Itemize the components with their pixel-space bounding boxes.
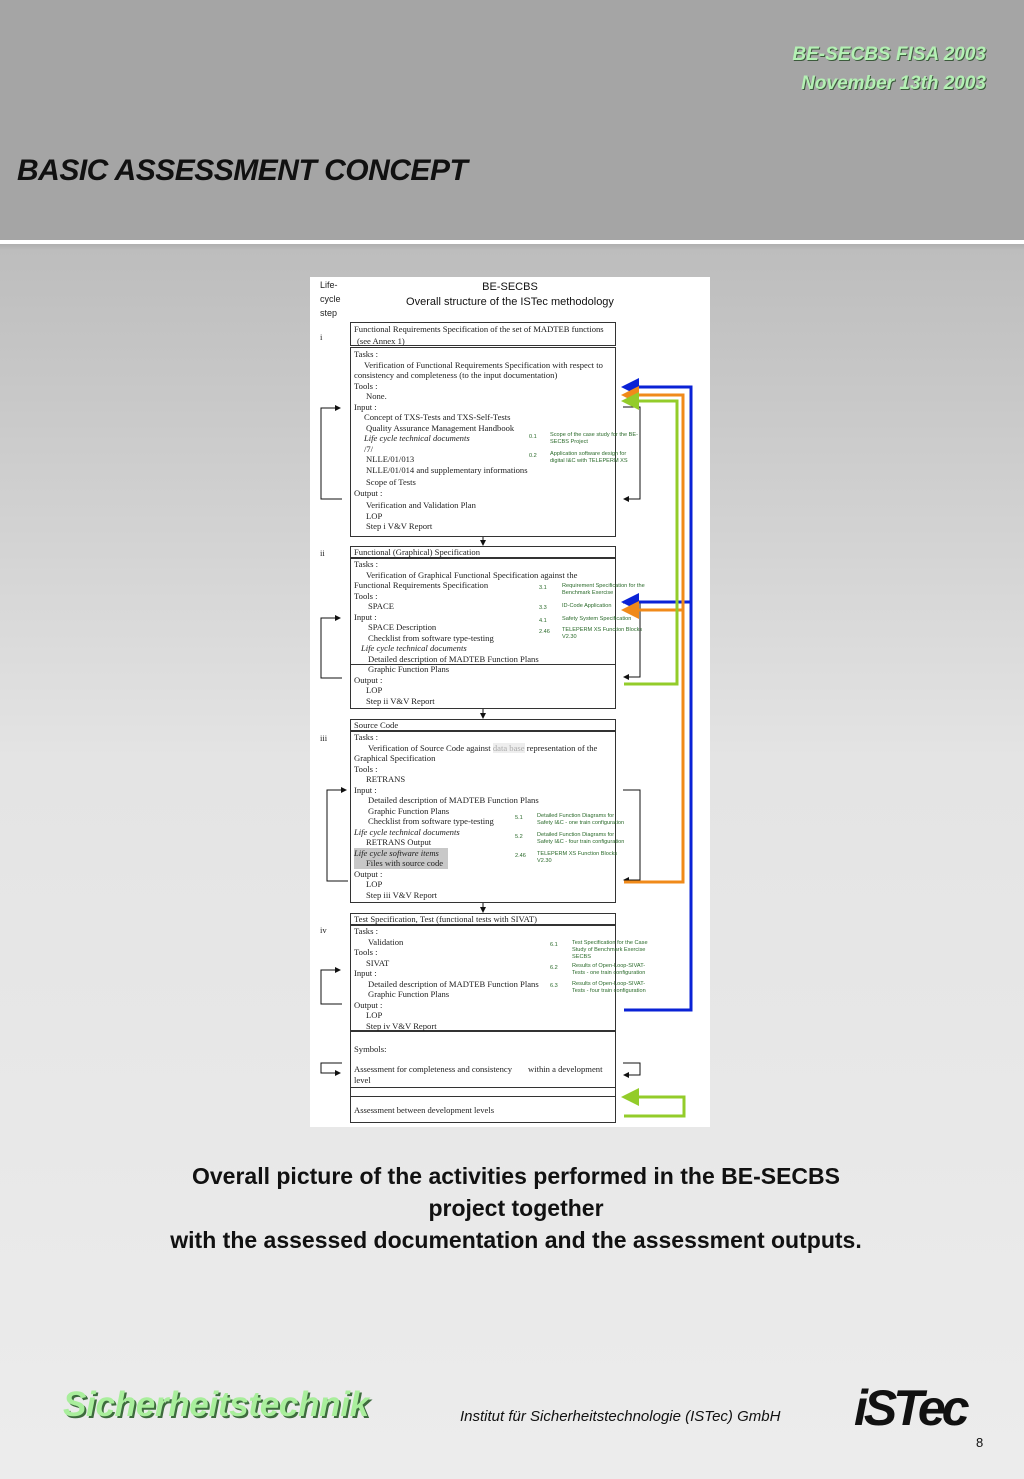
figure-caption xyxy=(60,1160,972,1256)
line: Graphic Function Plans xyxy=(368,989,450,999)
line: Output : xyxy=(354,999,383,1010)
line: RETRANS xyxy=(366,774,406,784)
line: Validation xyxy=(368,936,404,947)
ref-number: 6.1 xyxy=(550,942,558,948)
figure-heading-subtitle: Overall structure of the ISTec methodology xyxy=(406,296,614,308)
header-divider xyxy=(0,240,1024,244)
ref-text: Safety System Specification xyxy=(562,616,632,622)
line: Input : xyxy=(354,401,377,412)
line: Tasks : xyxy=(354,349,378,359)
within-assessment-arrow xyxy=(623,407,640,499)
ref-text: Detailed Function Diagrams for Safety I&C - four train configuration xyxy=(537,832,625,845)
line: Verification of Graphical Functional Specification against the xyxy=(366,569,578,580)
ref-number: 2.46 xyxy=(539,629,550,635)
conference-info xyxy=(792,40,986,98)
legend-between-arrow xyxy=(624,1097,684,1116)
ref-text: Test Specification for the Case Study of Benchmark Exercise SECBS xyxy=(572,940,648,960)
line: Tools : xyxy=(354,763,378,774)
line: Life cycle technical documents xyxy=(364,433,470,443)
line: Checklist from software type-testing xyxy=(368,632,494,643)
line: None. xyxy=(366,391,387,401)
ref-number: 5.2 xyxy=(515,834,523,840)
line: consistency and completeness (to the input documentation) xyxy=(354,370,558,380)
line: Checklist from software type-testing xyxy=(368,816,494,826)
line: Quality Assurance Management Handbook xyxy=(366,422,515,433)
step-ii-title: Functional (Graphical) Specification xyxy=(354,547,480,557)
line: Graphical Specification xyxy=(354,753,436,763)
istec-logo xyxy=(852,1375,992,1433)
line: Detailed description of MADTEB Function Plans xyxy=(368,653,539,664)
line: /7/ xyxy=(364,443,374,454)
step-numeral: iv xyxy=(320,925,327,935)
within-assessment-arrow xyxy=(321,1063,342,1073)
ref-text: Results of Open-Loop-SIVAT-Tests - one train configuration xyxy=(572,963,646,976)
page-number: 8 xyxy=(976,1435,984,1450)
ref-text: Requirement Specification for the Benchmark Exercise xyxy=(562,583,645,596)
line: RETRANS Output xyxy=(366,837,432,847)
ref-number: 0.1 xyxy=(529,434,537,440)
methodology-figure xyxy=(310,277,710,1127)
between-levels-arrow-green xyxy=(624,401,677,684)
conference-name: BE-SECBS FISA 2003 xyxy=(792,44,986,65)
col-label-line: step xyxy=(320,308,338,318)
line: SIVAT xyxy=(366,957,390,968)
line: Detailed description of MADTEB Function Plans xyxy=(368,795,539,805)
slide-title: BASIC ASSESSMENT CONCEPT xyxy=(17,154,468,187)
within-assessment-arrow xyxy=(327,790,348,881)
brand-wordmark: Sicherheitstechnik xyxy=(63,1385,369,1424)
within-assessment-arrow xyxy=(623,603,640,677)
ref-number: 6.3 xyxy=(550,983,558,989)
line: Verification of Functional Requirements Specification with respect to xyxy=(364,359,603,370)
step-i-title-annex: (see Annex 1) xyxy=(357,335,405,346)
step-numeral: i xyxy=(320,332,323,342)
symbol-within-text: within a development xyxy=(528,1064,603,1074)
highlighted-term: data base xyxy=(492,742,525,753)
line: Concept of TXS-Tests and TXS-Self-Tests xyxy=(364,412,511,422)
line: Tasks : xyxy=(354,559,378,569)
ref-text: ID-Code Application xyxy=(562,603,612,609)
ref-number: 3.1 xyxy=(539,585,547,591)
ref-number: 2.46 xyxy=(515,853,526,859)
line: Input : xyxy=(354,611,377,622)
ref-text: Scope of the case study for the BE-SECBS Project xyxy=(550,432,638,445)
line: Functional Requirements Specification xyxy=(354,580,489,590)
step-i-title: Functional Requirements Specification of the set of MADTEB functions xyxy=(354,324,604,334)
ref-number: 4.1 xyxy=(539,618,547,624)
ref-number: 5.1 xyxy=(515,815,523,821)
within-assessment-arrow xyxy=(321,618,342,678)
institute-name: Institut für Sicherheitstechnologie (ISTec) GmbH xyxy=(460,1408,781,1425)
line: LOP xyxy=(366,685,383,695)
line: Graphic Function Plans xyxy=(368,664,450,674)
line: NLLE/01/014 and supplementary informations xyxy=(366,464,528,475)
line: Tools : xyxy=(354,947,378,957)
ref-text: Application software design for digital I&C with TELEPERM XS xyxy=(550,451,628,464)
caption-line: with the assessed documentation and the assessment outputs. xyxy=(170,1227,862,1253)
line: Output : xyxy=(354,674,383,685)
line: Step i V&V Report xyxy=(366,521,433,531)
ref-number: 0.2 xyxy=(529,453,537,459)
istec-logo-text: iSTec xyxy=(854,1380,966,1433)
line: Scope of Tests xyxy=(366,477,416,487)
step-numeral: ii xyxy=(320,548,325,558)
ref-text: Detailed Function Diagrams for Safety I&C - one train configuration xyxy=(537,813,625,826)
within-assessment-arrow xyxy=(623,1063,640,1075)
symbol-between-text: Assessment between development levels xyxy=(354,1105,495,1115)
line: LOP xyxy=(366,510,383,521)
within-assessment-arrow xyxy=(623,790,640,880)
ref-number: 3.3 xyxy=(539,605,547,611)
col-label-line: cycle xyxy=(320,294,341,304)
line: Tasks : xyxy=(354,926,378,936)
caption-line: Overall picture of the activities performed in the BE-SECBS xyxy=(192,1163,840,1189)
line: NLLE/01/013 xyxy=(366,454,415,464)
line: Output : xyxy=(354,487,383,498)
line: Verification of Source Code against xyxy=(368,742,491,753)
line: SPACE xyxy=(368,601,394,611)
line: Detailed description of MADTEB Function Plans xyxy=(368,978,539,989)
line: Files with source code xyxy=(354,858,448,869)
line: Tools : xyxy=(354,590,378,601)
line: Input : xyxy=(354,784,377,795)
line: Input : xyxy=(354,968,377,978)
symbol-within-text: level xyxy=(354,1075,371,1085)
ref-text: TELEPERM XS Function Blocks V2.30 xyxy=(562,627,643,640)
line: Step iii V&V Report xyxy=(366,889,438,900)
within-assessment-arrow xyxy=(321,970,342,1004)
line: Tools : xyxy=(354,380,378,391)
between-levels-arrow-orange xyxy=(624,395,683,882)
symbol-within-text: Assessment for completeness and consistency xyxy=(354,1064,512,1074)
line: Graphic Function Plans xyxy=(368,805,450,816)
conference-date: November 13th 2003 xyxy=(801,73,986,94)
line: SPACE Description xyxy=(368,622,437,632)
step-iii-title: Source Code xyxy=(354,720,399,730)
line: Tasks : xyxy=(354,732,378,742)
symbols-label: Symbols: xyxy=(354,1044,387,1054)
between-levels-arrow-blue xyxy=(624,387,691,1010)
ref-text: TELEPERM XS Function Blocks V2.30 xyxy=(537,851,618,864)
line: LOP xyxy=(366,1010,383,1020)
line: Life cycle technical documents xyxy=(354,826,460,837)
line: Step ii V&V Report xyxy=(366,695,435,706)
ref-text: Results of Open-Loop-SIVAT-Tests - four train configuration xyxy=(572,981,646,994)
step-iv-title: Test Specification, Test (functional tests with SIVAT) xyxy=(354,914,537,924)
line: LOP xyxy=(366,879,383,889)
col-label-line: Life- xyxy=(320,280,338,290)
assessment-arrows xyxy=(310,277,710,1127)
within-assessment-arrow xyxy=(321,408,342,499)
figure-heading-title: BE-SECBS xyxy=(482,281,538,293)
step-numeral: iii xyxy=(320,733,328,743)
line: Step iv V&V Report xyxy=(366,1020,437,1031)
line: Verification and Validation Plan xyxy=(366,500,476,510)
line: Output : xyxy=(354,868,383,879)
caption-line: project together xyxy=(428,1195,604,1221)
line: Life cycle technical documents xyxy=(361,643,467,653)
line: representation of the xyxy=(526,742,598,753)
line: Life cycle software items xyxy=(354,848,448,859)
ref-number: 6.2 xyxy=(550,965,558,971)
